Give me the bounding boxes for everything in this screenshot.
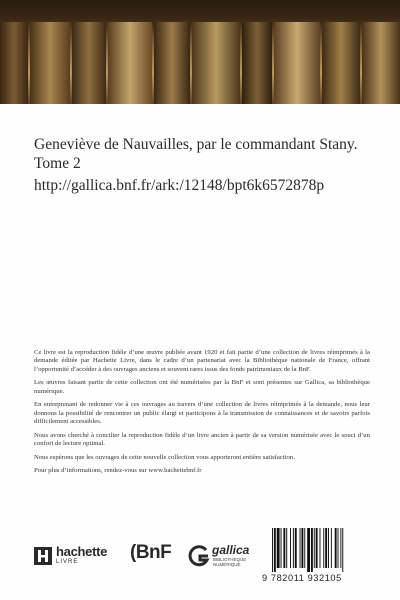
book-spine	[362, 22, 400, 104]
hachette-wordmark: hachette	[56, 544, 108, 559]
book-spine	[154, 22, 190, 104]
barcode-bar	[338, 528, 339, 568]
barcode-bar	[340, 528, 341, 568]
hachette-sub: LIVRE	[56, 559, 79, 565]
barcode-bar	[328, 528, 329, 568]
barcode-bar	[342, 528, 343, 572]
book-spine	[72, 22, 106, 104]
barcode-bar	[283, 528, 285, 568]
paragraph: Nous espérons que les ouvrages de cette nouvelle collection vous apporteront entière satisfaction.	[34, 453, 295, 461]
gallica-g-icon	[186, 544, 212, 568]
barcode-bar	[320, 528, 321, 568]
barcode-bar	[314, 528, 315, 568]
gallica-wordmark: gallica	[212, 543, 250, 557]
book-spine	[242, 22, 272, 104]
barcode-bar	[307, 528, 310, 572]
paragraph: Ce livre est la reproduction fidèle d’une œuvre publiée avant 1920 et fait partie d’une collection de livres réimprimés à la demande éditée par Hachette Livre, dans le cadre d’un partenariat avec la Bibliothèque nationale de France, offrant l’opportunité d’accéder à des ouvrages anciens et souvent rares issus des fonds patrimoniaux de la BnF.	[34, 349, 370, 373]
publisher-logos	[34, 540, 250, 572]
isbn-number: 9 782011 932105	[262, 573, 342, 583]
description-text	[34, 349, 370, 481]
barcode-bar	[323, 528, 324, 568]
gallica-logo	[186, 541, 256, 571]
barcode-bar	[290, 528, 291, 568]
book-spine	[274, 22, 320, 104]
barcode-bar	[311, 528, 313, 572]
gallica-url: http://gallica.bnf.fr/ark:/12148/bpt6k6572878p	[34, 177, 325, 194]
paragraph: Nous avons cherché à concilier la reproduction fidèle d’un livre ancien à partir de sa version numérisée avec le souci d’un confort de lecture optimal.	[34, 431, 370, 448]
hachette-logo	[34, 542, 120, 570]
barcode-bar	[331, 528, 332, 568]
gallica-sub: BIBLIOTHÈQUE NUMÉRIQUE	[213, 557, 247, 567]
old-books-banner-image	[0, 0, 400, 104]
barcode-bar	[272, 528, 273, 572]
barcode-bar	[335, 528, 337, 568]
book-spine	[322, 22, 360, 104]
barcode-bar	[274, 528, 276, 572]
barcode-bar	[316, 528, 318, 568]
paragraph: En entreprenant de redonner vie à ces ouvrages au travers d’une collection de livres réimprimés à la demande, nous leur donnons la possibilité de rencontrer un public élargi et participons à la transmission de connaissances et de savoirs parfois difficilement accessibles.	[34, 401, 370, 426]
barcode-bars	[272, 528, 372, 572]
barcode-bar	[286, 528, 287, 568]
book-spine	[30, 22, 70, 104]
paragraph: Les œuvres faisant partie de cette collection ont été numérisées par la BnF et sont présentes sur Gallica, sa bibliothèque numérique.	[34, 379, 370, 395]
book-title: Geneviève de Nauvailles, par le commandant Stany. Tome 2	[34, 136, 358, 172]
barcode-bar	[325, 528, 327, 568]
book-spine	[0, 22, 28, 104]
barcode-bar	[277, 528, 280, 568]
barcode-bar	[304, 528, 305, 568]
barcode-bar	[301, 528, 303, 568]
bnf-logo: (BnF	[130, 542, 172, 563]
barcode-bar	[293, 528, 294, 568]
book-spine	[108, 22, 152, 104]
barcode-bar	[295, 528, 297, 568]
hachette-h-icon	[34, 547, 52, 565]
book-spine	[192, 22, 240, 104]
paragraph: Pour plus d’informations, rendez-vous sur www.hachettebnf.fr	[34, 467, 202, 475]
barcode-bar	[281, 528, 282, 568]
barcode-bar	[300, 528, 301, 568]
